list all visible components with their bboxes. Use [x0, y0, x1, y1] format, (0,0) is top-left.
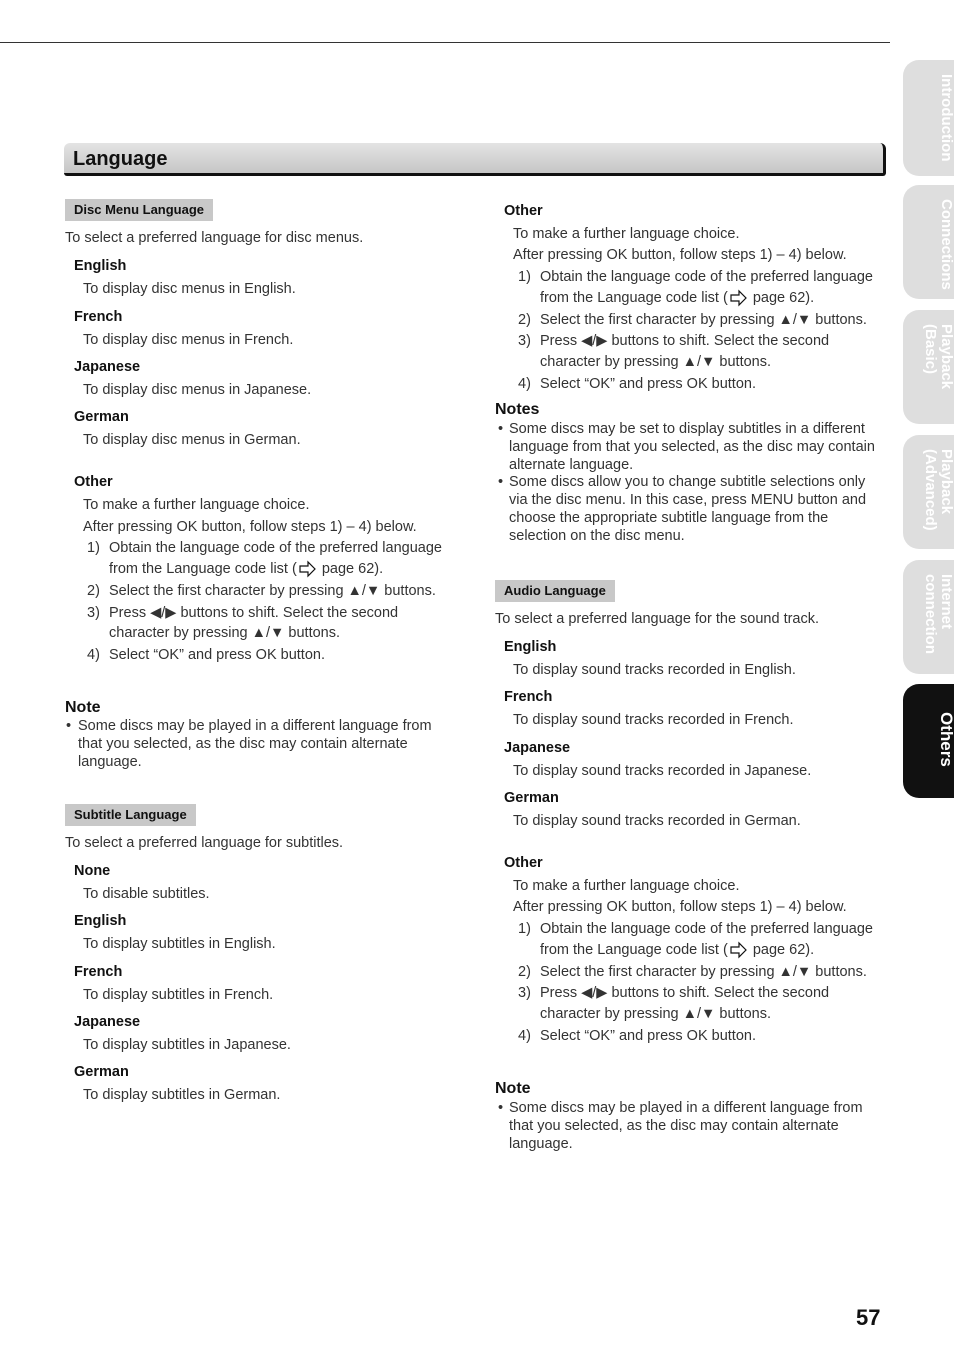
step-text: Select “OK” and press OK button.	[109, 647, 325, 663]
disc-menu-other-desc: To make a further language choice.	[83, 497, 310, 513]
disc-menu-note-text: Some discs may be played in a different language from that you selected, as the disc may contain alternate language.	[78, 718, 432, 770]
subtitle-note-text: Some discs allow you to change subtitle selections only via the disc menu. In this case, press MENU button and choose the appropriate subtitle language from the selection on the disc menu.	[509, 474, 867, 544]
step-number: 1)	[518, 269, 531, 285]
step-number: 3)	[518, 985, 531, 1001]
step-number: 3)	[87, 605, 100, 621]
audio-option-french-desc: To display sound tracks recorded in French.	[513, 712, 794, 728]
step-number: 4)	[518, 1028, 531, 1044]
subtitle-option-french: French	[74, 964, 123, 980]
side-tab-connections[interactable]	[903, 185, 954, 299]
side-tab-label: Playback (Basic)	[922, 324, 955, 390]
subtitle-option-none: None	[74, 863, 111, 879]
step-text: Press ◀/▶ buttons to shift. Select the second	[540, 333, 830, 349]
disc-menu-option-japanese: Japanese	[74, 359, 141, 375]
side-tab-label: Internet connection	[922, 574, 955, 655]
subtitle-option-english-desc: To display subtitles in English.	[83, 936, 276, 952]
disc-menu-option-german-desc: To display disc menus in German.	[83, 432, 301, 448]
step-text: Select “OK” and press OK button.	[540, 1028, 756, 1044]
bullet: •	[498, 1100, 504, 1116]
step-number: 2)	[518, 312, 531, 328]
step-text: Press ◀/▶ buttons to shift. Select the second	[540, 985, 830, 1001]
step-text: from the Language code list ( page 62).	[540, 290, 815, 306]
disc-menu-note-heading: Note	[65, 699, 101, 716]
side-tab-label: Others	[937, 712, 956, 767]
subtitle-option-japanese-desc: To display subtitles in Japanese.	[83, 1037, 291, 1053]
disc-menu-option-japanese-desc: To display disc menus in Japanese.	[83, 382, 312, 398]
audio-option-english-desc: To display sound tracks recorded in English.	[513, 662, 796, 678]
subtitle-option-french-desc: To display subtitles in French.	[83, 987, 274, 1003]
side-tab-playback-basic[interactable]	[903, 310, 954, 424]
step-text: character by pressing ▲/▼ buttons.	[540, 1006, 772, 1022]
audio-option-german: German	[504, 790, 559, 806]
side-tab-label: Playback (Advanced)	[922, 449, 955, 531]
disc-menu-option-german: German	[74, 409, 129, 425]
step-text: character by pressing ▲/▼ buttons.	[109, 625, 341, 641]
top-rule	[0, 42, 890, 43]
audio-other-desc: To make a further language choice.	[513, 878, 740, 894]
subtitle-heading: Subtitle Language	[65, 804, 196, 826]
page-number: 57	[856, 1305, 881, 1330]
side-tab-introduction[interactable]	[903, 60, 954, 176]
subtitle-intro: To select a preferred language for subtitles.	[65, 835, 344, 851]
disc-menu-other-steps-intro: After pressing OK button, follow steps 1) – 4) below.	[83, 519, 417, 535]
audio-option-other: Other	[504, 855, 543, 871]
page-reference-arrow-icon	[730, 290, 747, 306]
side-tab-label: Connections	[938, 199, 955, 290]
step-number: 1)	[87, 540, 100, 556]
side-tab-playback-advanced[interactable]	[903, 435, 954, 549]
disc-menu-option-english-desc: To display disc menus in English.	[83, 281, 296, 297]
step-text: Select the first character by pressing ▲/▼ buttons.	[540, 964, 867, 980]
audio-option-japanese-desc: To display sound tracks recorded in Japanese.	[513, 763, 812, 779]
side-tab-internet-connection[interactable]	[903, 560, 954, 674]
step-text: Obtain the language code of the preferred language	[109, 540, 442, 556]
subtitle-notes-heading: Notes	[495, 401, 540, 418]
bullet: •	[498, 474, 504, 490]
subtitle-option-japanese: Japanese	[74, 1014, 141, 1030]
step-text: Obtain the language code of the preferred language	[540, 921, 873, 937]
step-text: Obtain the language code of the preferred language	[540, 269, 873, 285]
step-number: 4)	[87, 647, 100, 663]
side-tab-label: Introduction	[938, 74, 955, 162]
disc-menu-option-english: English	[74, 258, 127, 274]
step-number: 1)	[518, 921, 531, 937]
subtitle-option-none-desc: To disable subtitles.	[83, 886, 210, 902]
disc-menu-intro: To select a preferred language for disc menus.	[65, 230, 364, 246]
subtitle-option-other: Other	[504, 203, 543, 219]
disc-menu-option-french: French	[74, 309, 123, 325]
disc-menu-option-other: Other	[74, 474, 113, 490]
subtitle-note-text: Some discs may be set to display subtitles in a different language from that you selected, as the disc may contain alternate language.	[509, 421, 875, 473]
audio-other-steps-intro: After pressing OK button, follow steps 1) – 4) below.	[513, 899, 847, 915]
audio-note-text: Some discs may be played in a different language from that you selected, as the disc may contain alternate language.	[509, 1100, 863, 1152]
step-text: Select “OK” and press OK button.	[540, 376, 756, 392]
step-number: 2)	[518, 964, 531, 980]
audio-option-english: English	[504, 639, 557, 655]
audio-intro: To select a preferred language for the sound track.	[495, 611, 820, 627]
disc-menu-heading: Disc Menu Language	[65, 199, 213, 221]
bullet: •	[498, 421, 504, 437]
audio-option-german-desc: To display sound tracks recorded in German.	[513, 813, 801, 829]
audio-option-french: French	[504, 689, 553, 705]
subtitle-option-german: German	[74, 1064, 129, 1080]
side-tab-others[interactable]	[903, 684, 954, 798]
section-title-bar	[64, 143, 886, 176]
audio-option-japanese: Japanese	[504, 740, 571, 756]
step-number: 2)	[87, 583, 100, 599]
disc-menu-option-french-desc: To display disc menus in French.	[83, 332, 294, 348]
audio-note-heading: Note	[495, 1080, 531, 1097]
step-number: 4)	[518, 376, 531, 392]
step-text: Press ◀/▶ buttons to shift. Select the second	[109, 605, 399, 621]
step-text: from the Language code list ( page 62).	[109, 561, 384, 577]
step-text: Select the first character by pressing ▲/▼ buttons.	[109, 583, 436, 599]
section-title: Language	[73, 148, 168, 170]
page-reference-arrow-icon	[730, 942, 747, 958]
subtitle-other-desc: To make a further language choice.	[513, 226, 740, 242]
page-reference-arrow-icon	[299, 561, 316, 577]
step-text: from the Language code list ( page 62).	[540, 942, 815, 958]
bullet: •	[66, 718, 72, 734]
step-number: 3)	[518, 333, 531, 349]
audio-heading: Audio Language	[495, 580, 615, 602]
subtitle-option-german-desc: To display subtitles in German.	[83, 1087, 281, 1103]
subtitle-other-steps-intro: After pressing OK button, follow steps 1) – 4) below.	[513, 247, 847, 263]
subtitle-option-english: English	[74, 913, 127, 929]
step-text: character by pressing ▲/▼ buttons.	[540, 354, 772, 370]
step-text: Select the first character by pressing ▲/▼ buttons.	[540, 312, 867, 328]
